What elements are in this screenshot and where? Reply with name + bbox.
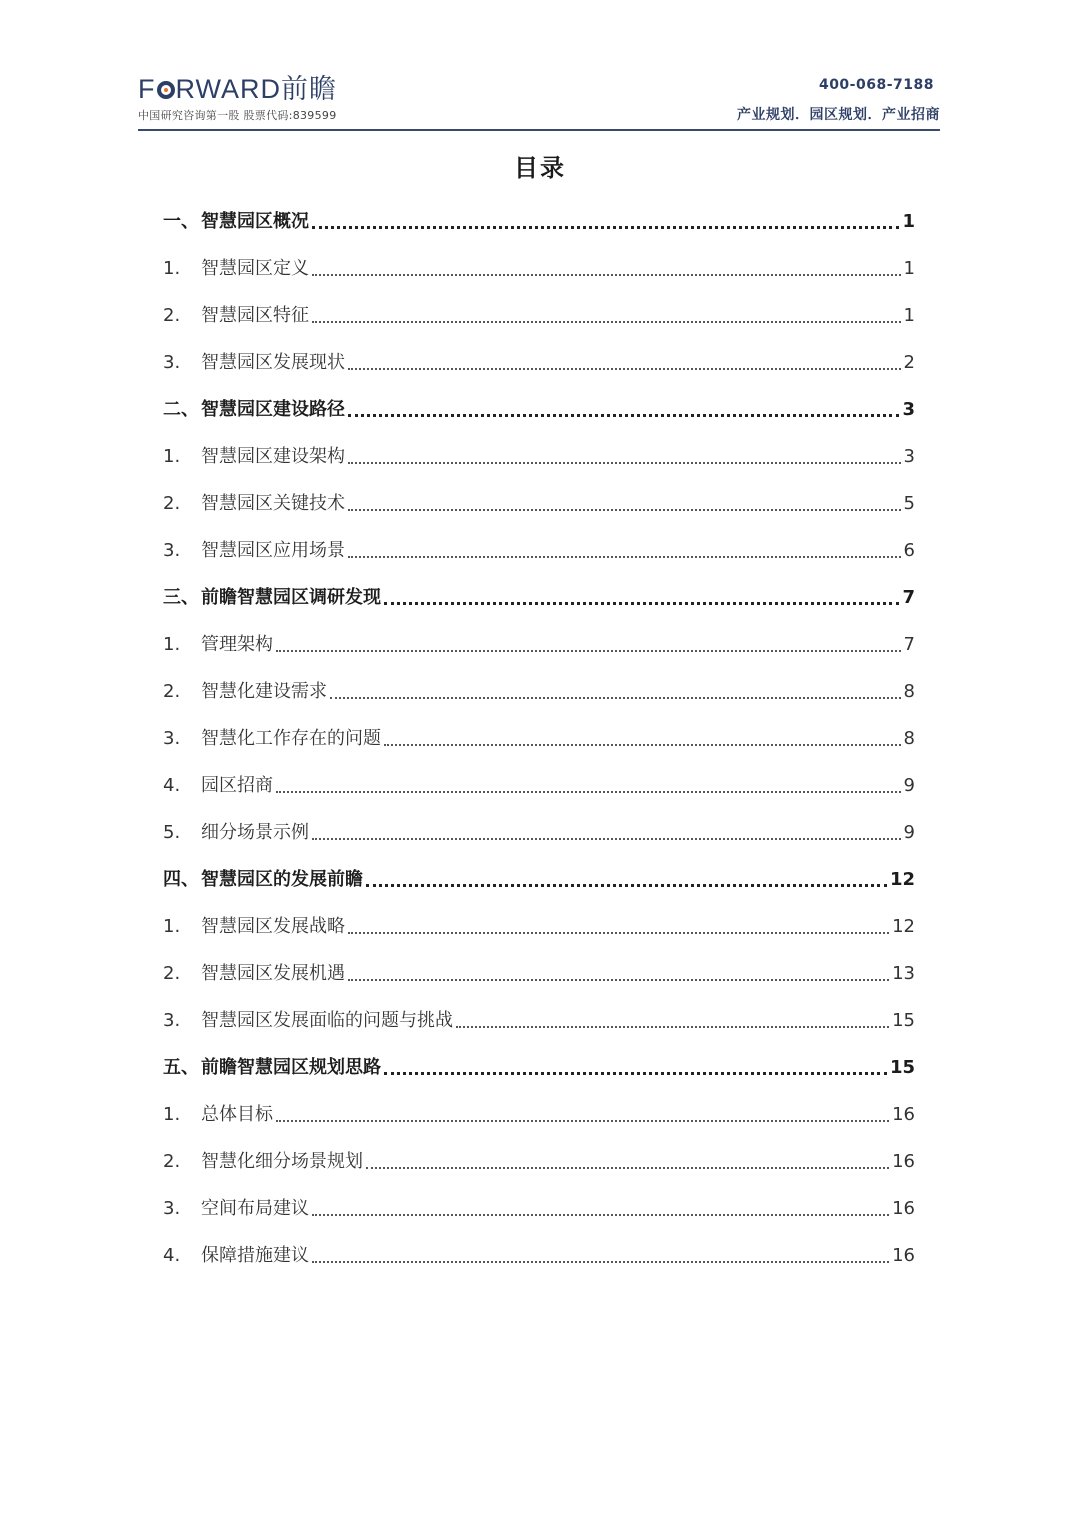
toc-page-number: 16	[892, 1151, 915, 1172]
toc-entry-title: 园区招商	[201, 775, 273, 796]
toc-leader-dots	[312, 838, 901, 840]
toc-entry-title: 智慧园区定义	[201, 258, 309, 279]
toc-page-number: 15	[889, 1057, 915, 1078]
toc-section-entry[interactable]	[163, 252, 915, 282]
toc-entry-title: 保障措施建议	[201, 1245, 309, 1266]
toc-section-entry[interactable]	[163, 299, 915, 329]
toc-page-number: 16	[892, 1198, 915, 1219]
toc-section-entry[interactable]	[163, 1239, 915, 1269]
toc-leader-dots	[348, 556, 901, 558]
toc-entry-title: 空间布局建议	[201, 1198, 309, 1219]
page-title: 目录	[514, 154, 566, 182]
toc-section-entry[interactable]	[163, 910, 915, 940]
toc-section-entry[interactable]	[163, 816, 915, 846]
toc-leader-dots	[312, 321, 901, 323]
toc-entry-number: 一、	[163, 211, 199, 232]
toc-page-number: 16	[892, 1245, 915, 1266]
toc-page-number: 8	[903, 728, 915, 749]
toc-entry-number: 3.	[163, 728, 181, 749]
toc-entry-number: 1.	[163, 916, 181, 937]
toc-entry-number: 2.	[163, 493, 181, 514]
toc-page-number: 8	[903, 681, 915, 702]
header-tagline: 产业规划．园区规划．产业招商	[737, 107, 940, 123]
toc-entry-number: 3.	[163, 1198, 181, 1219]
toc-page-number: 1	[903, 305, 915, 326]
toc-entry-title: 细分场景示例	[201, 822, 309, 843]
toc-page-number: 6	[903, 540, 915, 561]
toc-entry-title: 智慧化细分场景规划	[201, 1151, 363, 1172]
toc-entry-title: 智慧园区建设架构	[201, 446, 345, 467]
toc-leader-dots	[312, 1261, 889, 1263]
toc-entry-number: 1.	[163, 258, 181, 279]
toc-entry-number: 2.	[163, 1151, 181, 1172]
toc-page-number: 2	[903, 352, 915, 373]
toc-leader-dots	[276, 650, 901, 652]
toc-section-entry[interactable]	[163, 1098, 915, 1128]
toc-page-number: 15	[892, 1010, 915, 1031]
toc-entry-title: 智慧园区的发展前瞻	[201, 869, 363, 890]
toc-leader-dots	[366, 884, 887, 887]
toc-page-number: 9	[903, 822, 915, 843]
toc-entry-number: 2.	[163, 681, 181, 702]
toc-leader-dots	[348, 509, 901, 511]
toc-entry-title: 管理架构	[201, 634, 273, 655]
toc-page-number: 12	[892, 916, 915, 937]
toc-page-number: 1	[902, 211, 915, 232]
toc-section-entry[interactable]	[163, 1145, 915, 1175]
toc-leader-dots	[276, 791, 901, 793]
toc-entry-number: 4.	[163, 1245, 181, 1266]
toc-leader-dots	[384, 744, 901, 746]
logo-suffix: RWARD前瞻	[175, 74, 337, 104]
toc-entry-title: 智慧园区发展机遇	[201, 963, 345, 984]
toc-entry-title: 智慧园区概况	[201, 211, 309, 232]
toc-section-entry[interactable]	[163, 440, 915, 470]
toc-section-entry[interactable]	[163, 534, 915, 564]
toc-page-number: 13	[892, 963, 915, 984]
toc-entry-number: 5.	[163, 822, 181, 843]
toc-entry-number: 四、	[163, 869, 199, 890]
toc-leader-dots	[456, 1026, 889, 1028]
toc-leader-dots	[330, 697, 901, 699]
toc-page-number: 3	[903, 446, 915, 467]
toc-entry-title: 智慧园区建设路径	[201, 399, 345, 420]
toc-chapter-entry[interactable]	[163, 1051, 915, 1081]
logo-prefix: F	[138, 74, 156, 104]
toc-leader-dots	[312, 226, 899, 229]
toc-section-entry[interactable]	[163, 346, 915, 376]
toc-page-number: 3	[902, 399, 915, 420]
toc-leader-dots	[348, 414, 899, 417]
toc-section-entry[interactable]	[163, 487, 915, 517]
toc-entry-number: 4.	[163, 775, 181, 796]
toc-entry-title: 前瞻智慧园区规划思路	[201, 1057, 381, 1078]
toc-page-number: 7	[903, 634, 915, 655]
toc-entry-number: 1.	[163, 1104, 181, 1125]
toc-chapter-entry[interactable]	[163, 581, 915, 611]
toc-leader-dots	[366, 1167, 889, 1169]
forward-logo	[138, 72, 337, 106]
toc-section-entry[interactable]	[163, 1192, 915, 1222]
toc-leader-dots	[348, 368, 901, 370]
toc-section-entry[interactable]	[163, 957, 915, 987]
toc-entry-title: 智慧园区发展现状	[201, 352, 345, 373]
toc-leader-dots	[348, 932, 889, 934]
toc-leader-dots	[312, 1214, 889, 1216]
toc-page-number: 12	[889, 869, 915, 890]
toc-leader-dots	[348, 462, 901, 464]
toc-leader-dots	[312, 274, 901, 276]
toc-entry-number: 2.	[163, 963, 181, 984]
toc-entry-title: 智慧园区特征	[201, 305, 309, 326]
toc-page-number: 1	[903, 258, 915, 279]
toc-leader-dots	[348, 979, 889, 981]
toc-entry-title: 智慧园区发展面临的问题与挑战	[201, 1010, 453, 1031]
toc-section-entry[interactable]	[163, 675, 915, 705]
toc-page-number: 9	[903, 775, 915, 796]
page-header	[138, 72, 940, 132]
toc-entry-number: 1.	[163, 446, 181, 467]
toc-entry-title: 智慧园区关键技术	[201, 493, 345, 514]
toc-entry-number: 三、	[163, 587, 199, 608]
toc-entry-number: 3.	[163, 352, 181, 373]
hotline-number: 400-068-7188	[818, 77, 934, 93]
header-divider	[138, 129, 940, 131]
toc-chapter-entry[interactable]	[163, 393, 915, 423]
toc-entry-number: 五、	[163, 1057, 199, 1078]
toc-chapter-entry[interactable]	[163, 205, 915, 235]
toc-entry-title: 智慧化建设需求	[201, 681, 327, 702]
toc-entry-title: 智慧园区应用场景	[201, 540, 345, 561]
toc-leader-dots	[276, 1120, 889, 1122]
logo-o-mark-icon	[157, 81, 175, 99]
toc-section-entry[interactable]	[163, 769, 915, 799]
toc-page-number: 16	[892, 1104, 915, 1125]
toc-leader-dots	[384, 602, 899, 605]
logo-subtitle: 中国研究咨询第一股 股票代码:839599	[138, 109, 337, 122]
toc-entry-number: 二、	[163, 399, 199, 420]
toc-entry-title: 前瞻智慧园区调研发现	[201, 587, 381, 608]
toc-entry-title: 总体目标	[201, 1104, 273, 1125]
toc-leader-dots	[384, 1072, 887, 1075]
toc-entry-title: 智慧化工作存在的问题	[201, 728, 381, 749]
toc-entry-number: 1.	[163, 634, 181, 655]
toc-entry-title: 智慧园区发展战略	[201, 916, 345, 937]
toc-section-entry[interactable]	[163, 722, 915, 752]
toc-page-number: 5	[903, 493, 915, 514]
toc-entry-number: 3.	[163, 540, 181, 561]
toc-entry-number: 2.	[163, 305, 181, 326]
toc-entry-number: 3.	[163, 1010, 181, 1031]
toc-section-entry[interactable]	[163, 628, 915, 658]
toc-chapter-entry[interactable]	[163, 863, 915, 893]
toc-page-number: 7	[902, 587, 915, 608]
toc-section-entry[interactable]	[163, 1004, 915, 1034]
